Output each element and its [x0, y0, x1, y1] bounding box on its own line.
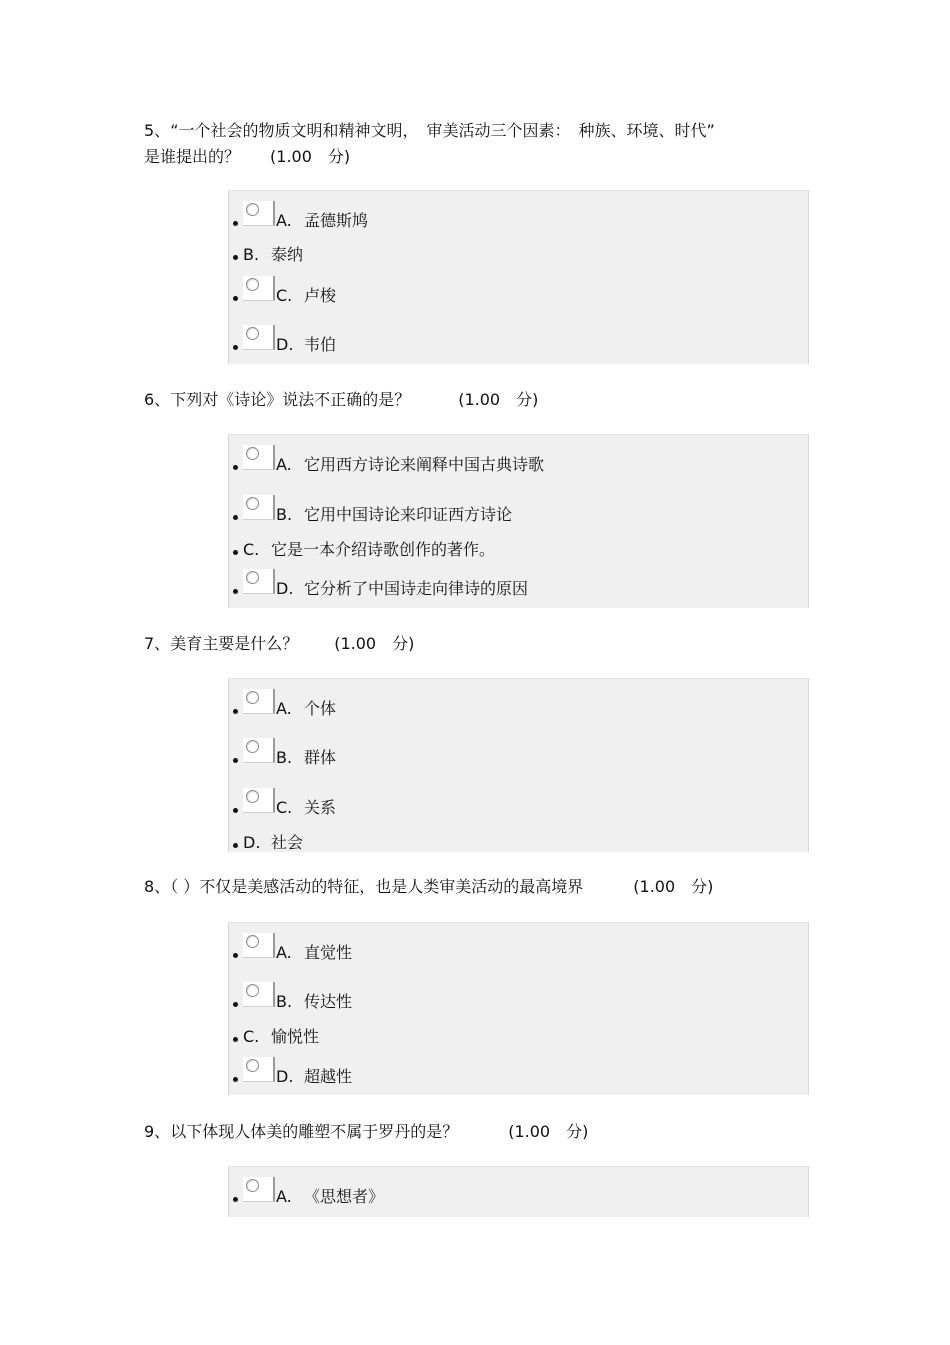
question-9-text: 9、以下体现人体美的雕塑不属于罗丹的是？ (1.00 分) — [144, 1122, 589, 1141]
radio-circle-icon — [246, 1179, 259, 1192]
radio-circle-icon — [246, 790, 259, 803]
option-7-c[interactable]: C. 关系 — [229, 788, 789, 818]
question-6-options — [228, 434, 809, 608]
radio-circle-icon — [246, 571, 259, 584]
option-5-d[interactable]: D. 韦伯 — [229, 325, 789, 355]
bullet-icon — [233, 1077, 238, 1082]
radio-button[interactable] — [243, 445, 275, 470]
radio-circle-icon — [246, 497, 259, 510]
question-6-score: (1.00 分) — [458, 390, 539, 409]
option-8-c[interactable]: C. 愉悦性 — [229, 1017, 789, 1047]
bullet-icon — [233, 345, 238, 350]
radio-circle-icon — [246, 327, 259, 340]
radio-circle-icon — [246, 447, 259, 460]
option-5-a[interactable]: A. 孟德斯鸠 — [229, 201, 789, 231]
bullet-icon — [233, 221, 238, 226]
option-9-a[interactable]: A. 《思想者》 — [229, 1177, 789, 1207]
option-7-a[interactable]: A. 个体 — [229, 689, 789, 719]
question-6-text: 6、下列对《诗论》说法不正确的是？ (1.00 分) — [144, 390, 539, 409]
radio-button[interactable] — [243, 788, 275, 813]
bullet-icon — [233, 550, 238, 555]
bullet-icon — [233, 255, 238, 260]
option-8-d[interactable]: D. 超越性 — [229, 1057, 789, 1087]
radio-circle-icon — [246, 278, 259, 291]
question-9-options — [228, 1166, 809, 1217]
question-5-text: 5、“一个社会的物质文明和精神文明， 审美活动三个因素： 种族、环境、时代” 是谁提出的？ (1.00 分) — [144, 121, 715, 166]
option-7-d[interactable]: D. 社会 — [229, 823, 789, 853]
question-7-text: 7、美育主要是什么？ (1.00 分) — [144, 634, 415, 653]
option-6-b[interactable]: B. 它用中国诗论来印证西方诗论 — [229, 495, 789, 525]
bullet-icon — [233, 1037, 238, 1042]
question-7-score: (1.00 分) — [334, 634, 415, 653]
question-8-score: (1.00 分) — [633, 877, 714, 896]
question-5-options — [228, 190, 809, 364]
bullet-icon — [233, 709, 238, 714]
option-6-c[interactable]: C. 它是一本介绍诗歌创作的著作。 — [229, 530, 789, 560]
radio-button[interactable] — [243, 276, 275, 301]
option-8-b[interactable]: B. 传达性 — [229, 982, 789, 1012]
bullet-icon — [233, 953, 238, 958]
radio-circle-icon — [246, 1059, 259, 1072]
option-6-d[interactable]: D. 它分析了中国诗走向律诗的原因 — [229, 569, 789, 599]
radio-button[interactable] — [243, 1057, 275, 1082]
bullet-icon — [233, 465, 238, 470]
radio-button[interactable] — [243, 933, 275, 958]
bullet-icon — [233, 758, 238, 763]
bullet-icon — [233, 1197, 238, 1202]
radio-button[interactable] — [243, 982, 275, 1007]
radio-button[interactable] — [243, 1177, 275, 1202]
radio-button[interactable] — [243, 495, 275, 520]
question-9-score: (1.00 分) — [508, 1122, 589, 1141]
radio-button[interactable] — [243, 201, 275, 226]
option-8-a[interactable]: A. 直觉性 — [229, 933, 789, 963]
option-6-a[interactable]: A. 它用西方诗论来阐释中国古典诗歌 — [229, 445, 789, 475]
question-8-options — [228, 922, 809, 1095]
bullet-icon — [233, 296, 238, 301]
option-7-b[interactable]: B. 群体 — [229, 738, 789, 768]
radio-button[interactable] — [243, 325, 275, 350]
radio-circle-icon — [246, 935, 259, 948]
bullet-icon — [233, 589, 238, 594]
bullet-icon — [233, 843, 238, 848]
question-8-text: 8、（ ）不仅是美感活动的特征，也是人类审美活动的最高境界 (1.00 分) — [144, 877, 714, 896]
radio-button[interactable] — [243, 569, 275, 594]
question-5-score: (1.00 分) — [270, 147, 351, 166]
radio-button[interactable] — [243, 738, 275, 763]
bullet-icon — [233, 808, 238, 813]
radio-circle-icon — [246, 203, 259, 216]
bullet-icon — [233, 515, 238, 520]
radio-circle-icon — [246, 984, 259, 997]
radio-circle-icon — [246, 740, 259, 753]
question-7-options — [228, 678, 809, 852]
radio-circle-icon — [246, 691, 259, 704]
option-5-b[interactable]: B. 泰纳 — [229, 235, 789, 265]
bullet-icon — [233, 1002, 238, 1007]
radio-button[interactable] — [243, 689, 275, 714]
option-5-c[interactable]: C. 卢梭 — [229, 276, 789, 306]
